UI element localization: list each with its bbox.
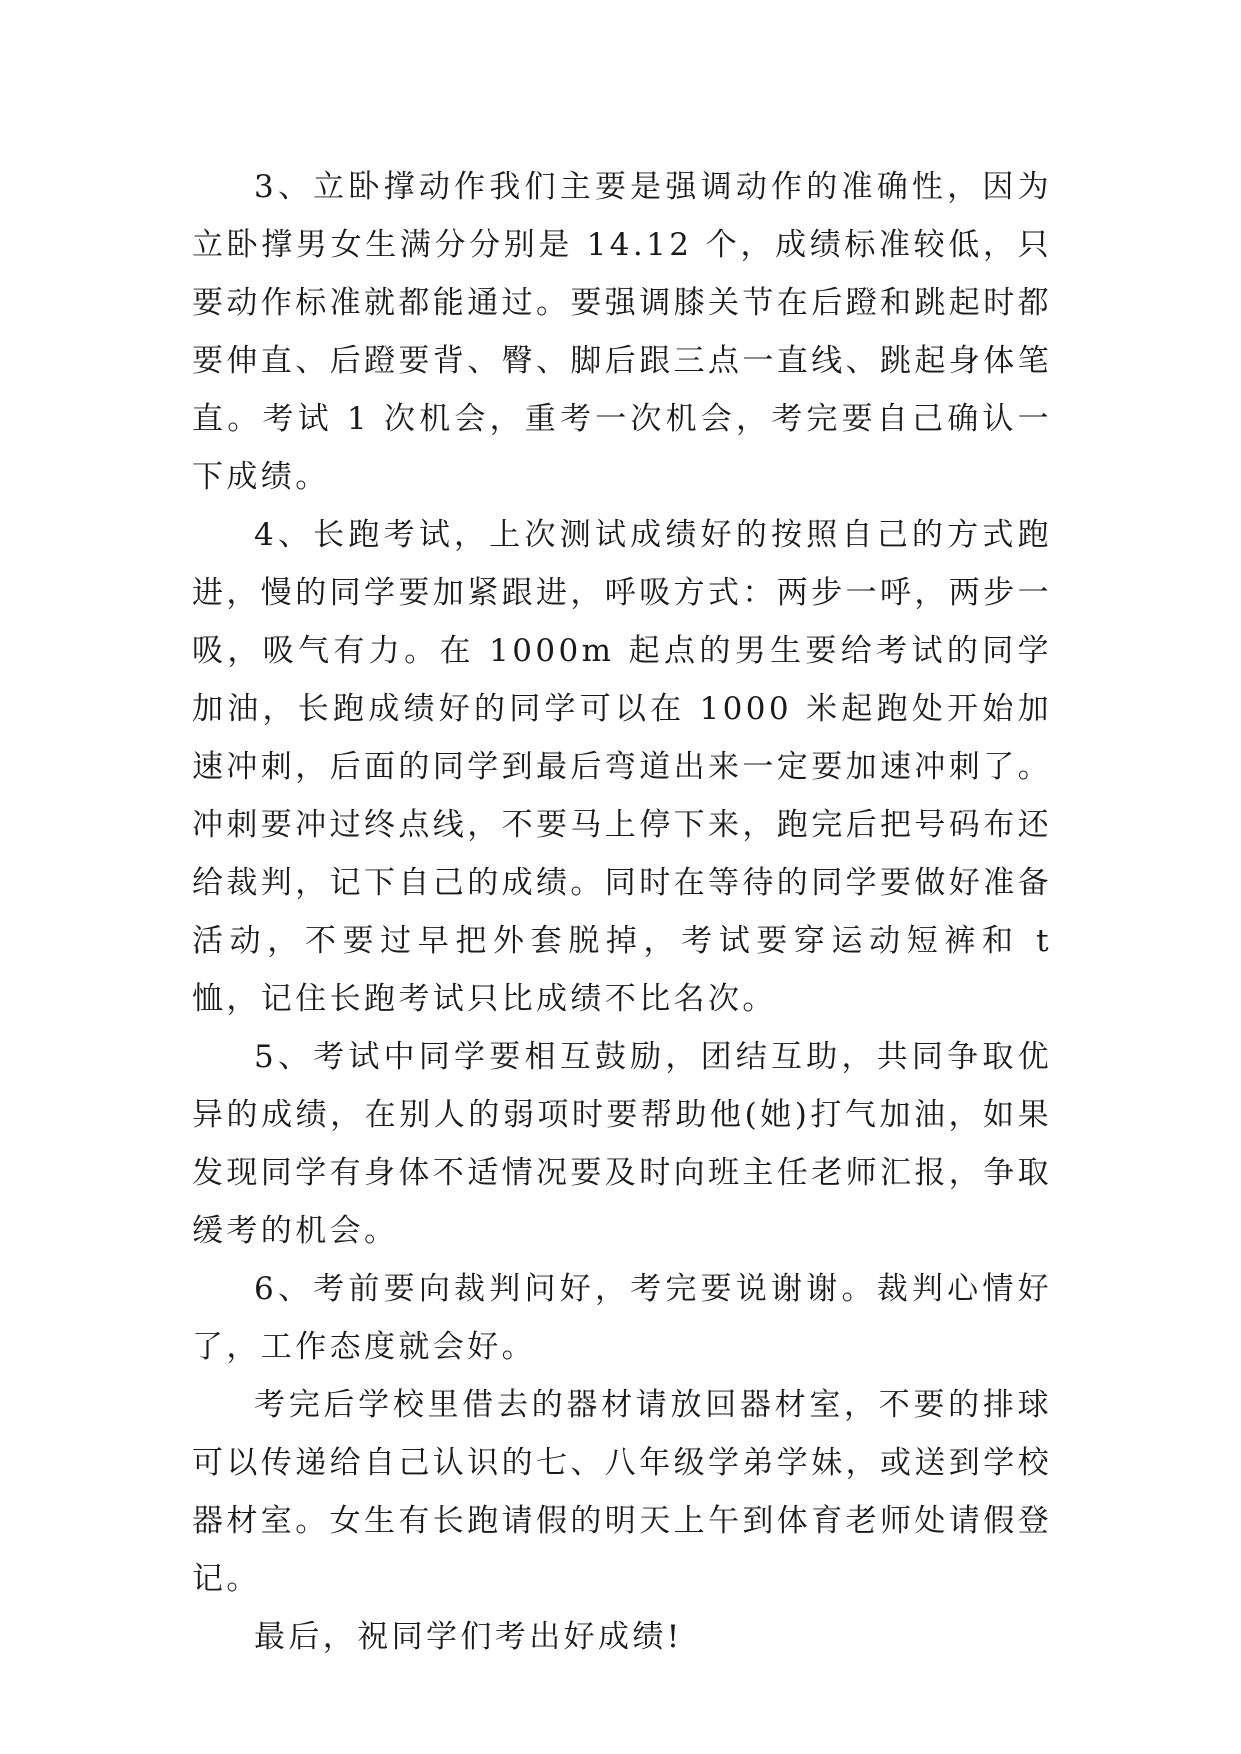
paragraph-item-4: 4、长跑考试，上次测试成绩好的按照自己的方式跑进，慢的同学要加紧跟进，呼吸方式：两步一呼，两步一吸，吸气有力。在 1000m 起点的男生要给考试的同学加油，长跑成绩好的同学可以在 1000 米起跑处开始加速冲刺，后面的同学到最后弯道出来一定要加速冲刺了。冲刺要冲过终点线，不要马上停下来，跑完后把号码布还给裁判，记下自己的成绩。同时在等待的同学要做好准备活动，不要过早把外套脱掉，考试要穿运动短裤和 t 恤，记住长跑考试只比成绩不比名次。 — [192, 517, 1052, 1017]
paragraph-item-6: 6、考前要向裁判问好，考完要说谢谢。裁判心情好了，工作态度就会好。 — [192, 1271, 1052, 1365]
paragraph-closing: 最后，祝同学们考出好成绩! — [254, 1619, 683, 1655]
paragraph-equipment-return: 考完后学校里借去的器材请放回器材室，不要的排球可以传递给自己认识的七、八年级学弟学妹，或送到学校器材室。女生有长跑请假的明天上午到体育老师处请假登记。 — [192, 1387, 1052, 1597]
paragraph-item-3: 3、立卧撑动作我们主要是强调动作的准确性，因为立卧撑男女生满分分别是 14.12 个，成绩标准较低，只要动作标准就都能通过。要强调膝关节在后蹬和跳起时都要伸直、后蹬要背、臀、脚后跟三点一直线、跳起身体笔直。考试 1 次机会，重考一次机会，考完要自己确认一下成绩。 — [192, 169, 1052, 495]
document-body — [192, 158, 1052, 1666]
paragraph-item-5: 5、考试中同学要相互鼓励，团结互助，共同争取优异的成绩，在别人的弱项时要帮助他(她)打气加油，如果发现同学有身体不适情况要及时向班主任老师汇报，争取缓考的机会。 — [192, 1039, 1052, 1249]
